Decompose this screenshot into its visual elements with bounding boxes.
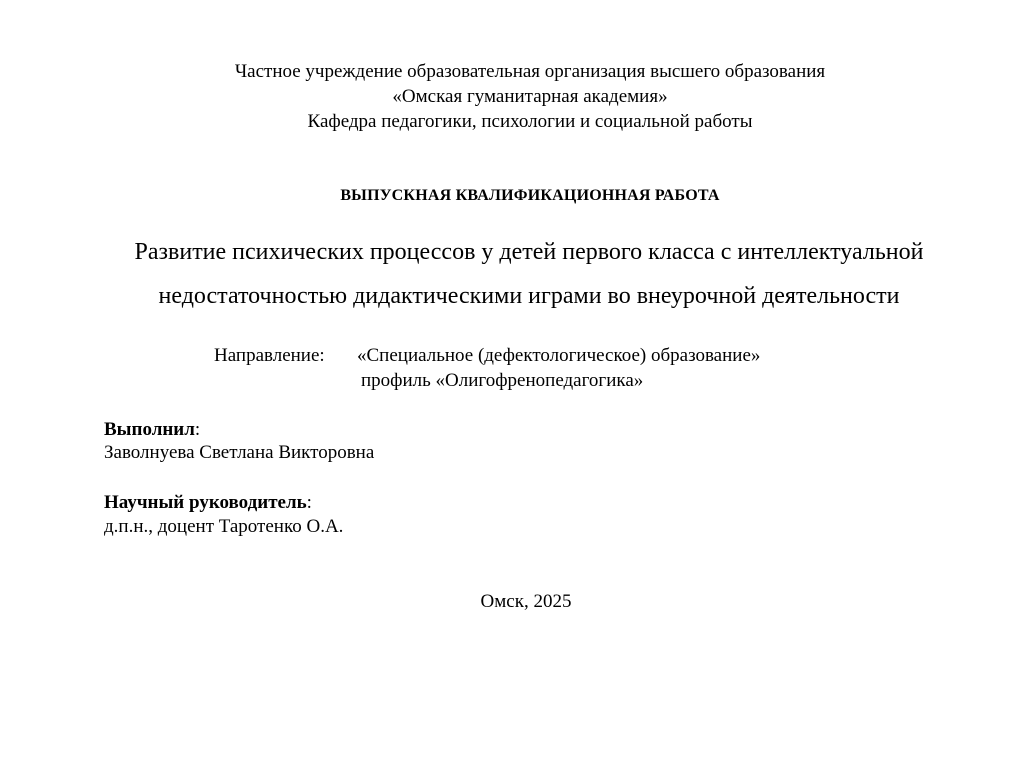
thesis-title-line-1: Развитие психических процессов у детей первого класса с интеллектуальной [134, 239, 924, 265]
supervisor-name: д.п.н., доцент Таротенко О.А. [104, 516, 344, 537]
institution-name: Частное учреждение образовательная организация высшего образования [234, 61, 826, 82]
thesis-title-line-2: недостаточностью дидактическими играми во внеурочной деятельности [158, 283, 900, 309]
work-type-heading: ВЫПУСКНАЯ КВАЛИФИКАЦИОННАЯ РАБОТА [340, 187, 720, 204]
direction-value: «Специальное (дефектологическое) образование» [357, 345, 761, 366]
direction-label: Направление: [214, 345, 325, 366]
academy-name: «Омская гуманитарная академия» [392, 86, 668, 107]
city-year: Омск, 2025 [480, 591, 572, 612]
supervisor-label-colon: : [306, 492, 312, 513]
author-label-line [104, 420, 200, 439]
author-name: Заволнуева Светлана Викторовна [104, 442, 375, 463]
supervisor-label-line [104, 493, 312, 512]
direction-profile: профиль «Олигофренопедагогика» [361, 370, 644, 391]
author-label: Выполнил [104, 419, 195, 440]
author-label-colon: : [194, 419, 201, 440]
department-name: Кафедра педагогики, психологии и социальной работы [307, 111, 753, 132]
supervisor-label: Научный руководитель [104, 492, 307, 513]
